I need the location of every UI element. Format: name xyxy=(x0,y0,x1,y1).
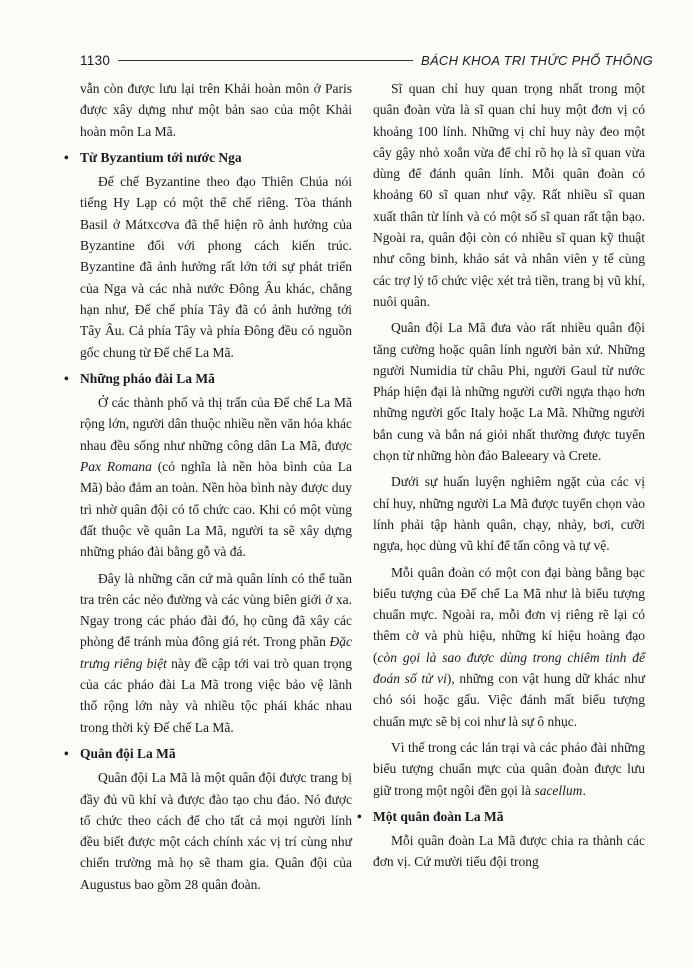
header-rule xyxy=(118,60,413,61)
section-heading-army xyxy=(64,743,352,764)
intro-paragraph: vẫn còn được lưu lại trên Khải hoàn môn ở Paris được xây dựng như một bản sao của một Khải hoàn môn La Mã. xyxy=(80,81,352,139)
page-number: 1130 xyxy=(80,52,111,68)
heading-text: Từ Byzantium tới nước Nga xyxy=(80,149,242,165)
paragraph: Quân đội La Mã là một quân đội được trang bị đầy đủ vũ khí và được đào tạo chu đáo. Nó được tổ chức theo cách để cho tất cả mọi người lính đều biết được một cách chính xác vị trí cùng như chiến trường mà họ sẽ tham gia. Quân đội của Augustus bao gồm 28 quân đoàn. xyxy=(80,770,352,892)
heading-text: Quân đội La Mã xyxy=(80,745,176,761)
text-run: này đề cập tới vai trò quan trọng của các pháo đài La Mã trong việc bảo vệ lãnh thổ rộng lớn này và nhiều tộc phái khác nhau trong thời kỳ Đế chế La Mã. xyxy=(80,655,352,735)
text-run: Đây là những căn cứ mà quân lính có thể tuần tra trên các nẻo đường và các vùng biên giới ở xa. Ngay trong các pháo đài đó, họ cũng đã xây các phòng để tránh mùa đông giá rét. Trong phần xyxy=(80,570,352,650)
paragraph xyxy=(80,568,352,738)
italic-term: Pax Romana xyxy=(80,459,152,475)
text-run: Vì thế trong các lán trại và các pháo đài những biểu tượng chuẩn mực của quân đoàn được lưu giữ trong một ngôi đền gọi là xyxy=(373,739,645,798)
italic-term: còn gọi là sao được dùng trong chiêm tinh để đoán số tử vi xyxy=(373,649,645,687)
paragraph xyxy=(80,392,352,562)
page-header xyxy=(80,50,653,70)
italic-term: Đặc trưng riêng biệt xyxy=(80,634,352,671)
paragraph: Quân đội La Mã đưa vào rất nhiều quân đội tăng cường hoặc quân lính người bản xứ. Những người Numidia từ châu Phi, người Gaul từ nước Pháp hiện đại là những người cưỡi ngựa thạo hơn những người gốc Italy hoặc La Mã. Những người bắn cung và bắn ná giỏi nhất thường được tuyển chọn từ những hòn đảo Baleeary và Crete. xyxy=(373,320,645,464)
paragraph xyxy=(373,562,645,732)
italic-term: sacellum xyxy=(534,782,583,798)
bullet-icon: • xyxy=(64,149,69,165)
paragraph: Mỗi quân đoàn La Mã được chia ra thành các đơn vị. Cứ mười tiểu đội trong xyxy=(373,833,645,870)
text-run: (có nghĩa là nền hòa bình của La Mã) bảo đảm an toàn. Nền hòa bình này được duy trì nhờ quân đội có tổ chức cao. Khi có một vùng đất thuộc về quân La Mã, người ta sẽ xây dựng những pháo đài bằng gỗ và đá. xyxy=(80,459,353,560)
paragraph: Dưới sự huấn luyện nghiêm ngặt của các vị chỉ huy, những người La Mã được tuyển chọn vào lính phải tập hành quân, chạy, nhảy, bơi, cưỡi ngựa, học dùng vũ khí để tấn công và tự vệ. xyxy=(373,474,645,554)
section-heading-legion xyxy=(357,806,645,827)
bullet-icon: • xyxy=(357,808,362,824)
paragraph xyxy=(373,737,645,801)
right-column xyxy=(357,78,645,878)
heading-text: Những pháo đài La Mã xyxy=(80,370,215,386)
text-run: . xyxy=(582,782,586,798)
left-column xyxy=(64,78,353,900)
paragraph: Sĩ quan chỉ huy quan trọng nhất trong một quân đoàn vừa là sĩ quan chỉ huy một đơn vị có khoảng 100 lính. Những vị chỉ huy này đeo một cây gậy nhỏ xoắn vừa để chỉ rõ họ là sĩ quan vừa dùng để đánh quân lính. Mỗi quân đoàn có khoảng 60 sĩ quan như vậy. Rất nhiều sĩ quan xuất thân từ lính và có một số sĩ quan rất tận bạo. Ngoài ra, quân đội còn có nhiều sĩ quan kỹ thuật như công binh, khảo sát và nhân viên y tế cùng các trợ lý tổ chức việc xét trả tiền, trang bị vũ khí, nuôi quân. xyxy=(373,81,645,309)
heading-text: Một quân đoàn La Mã xyxy=(373,808,504,824)
section-heading-forts xyxy=(64,368,352,389)
running-title: BÁCH KHOA TRI THỨC PHỔ THÔNG xyxy=(420,52,653,68)
text-run: ), những con vật hung dữ khác như chó sói hoặc gấu. Việc đánh mất biểu tượng chuẩn mực sẽ bị coi như là sự ô nhục. xyxy=(373,671,645,729)
text-run: Ở các thành phố và thị trấn của Đế chế La Mã rộng lớn, người dân thuộc nhiều nền văn hóa khác nhau đều sống như những công dân La Mã, được xyxy=(80,395,352,453)
text-run: Mỗi quân đoàn có một con đại bàng bằng bạc biểu tượng của Đế chế La Mã như là biểu tượng chuẩn mực. Ngoài ra, mỗi đơn vị riêng rẽ lại có thêm cờ và phù hiệu, những kí hiệu hoàng đạo ( xyxy=(373,564,645,665)
paragraph: Đế chế Byzantine theo đạo Thiên Chúa nói tiếng Hy Lạp có một thể chế riêng. Tòa thánh Basil ở Mátxcơva đã thể hiện rõ ảnh hưởng của Byzantine đối với phong cách kiến trúc. Byzantine đã ảnh hưởng rất lớn tới sự phát triển của Nga và các nhà nước Đông Âu khác, chẳng hạn như, Đế chế phía Tây đã có ảnh hưởng tới Tây Âu. Cả phía Tây và phía Đông đều có nguồn gốc chung từ Đế chế La Mã. xyxy=(80,174,352,360)
section-heading-byzantium xyxy=(64,147,352,168)
bullet-icon: • xyxy=(64,370,69,386)
bullet-icon: • xyxy=(64,745,69,761)
